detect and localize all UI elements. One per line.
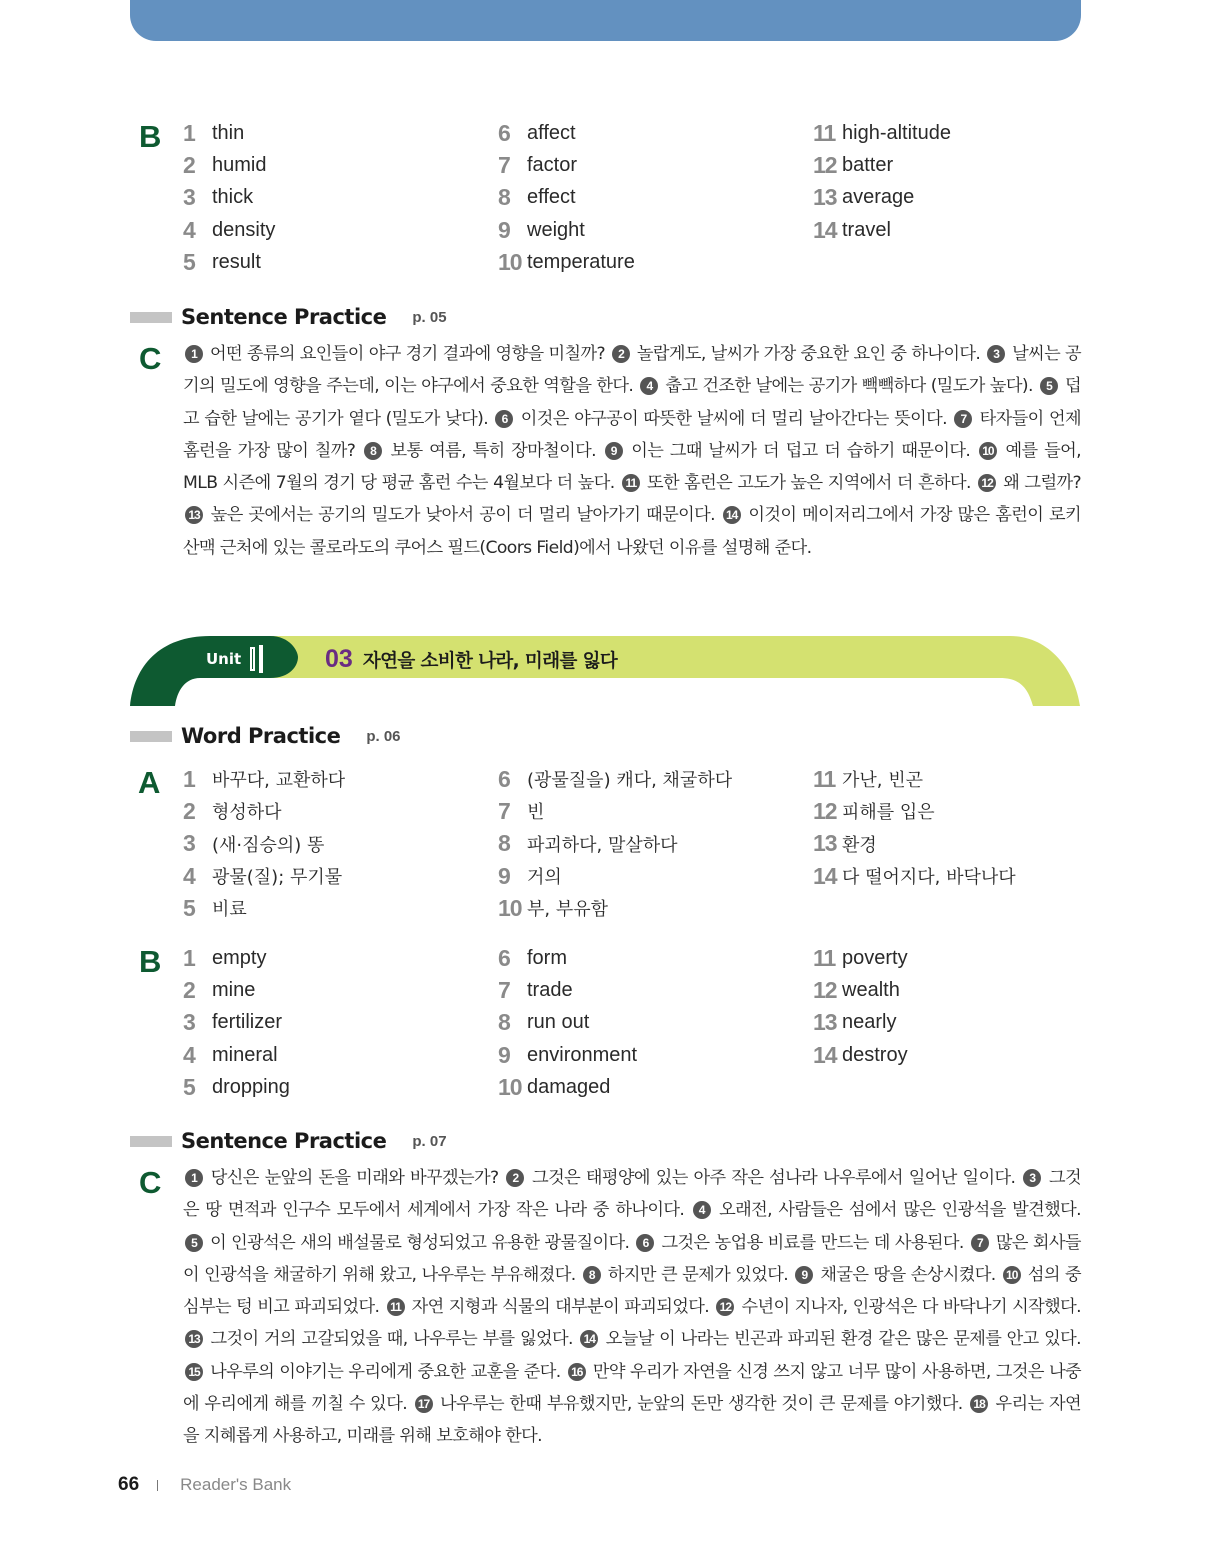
sentence-number-badge: 1	[185, 345, 203, 363]
word-number: 5	[183, 894, 195, 921]
word-item	[183, 795, 345, 827]
word-text: result	[212, 250, 261, 273]
sentence-number-badge: 6	[636, 1234, 654, 1252]
word-list-b-col3	[813, 942, 908, 1071]
sentence-text: 수년이 지나자, 인광석은 다 바닥나기 시작했다.	[741, 1297, 1082, 1318]
sentence-text: 왜 그럴까?	[1003, 473, 1081, 494]
top-banner	[130, 0, 1081, 41]
word-item	[183, 117, 275, 149]
subhead-page-ref: p. 06	[366, 727, 401, 745]
sentence-text: 우리는 자연을 지혜롭게 사용하고, 미래를 위해 보호해야 한다.	[183, 1394, 1081, 1447]
sentence-text: 하지만 큰 문제가 있었다.	[607, 1264, 789, 1285]
sentence-number-badge: 11	[387, 1298, 405, 1316]
word-text: 피해를 입은	[842, 802, 935, 824]
book-title: Reader's Bank	[180, 1475, 292, 1494]
word-text: (새·짐승의) 똥	[212, 834, 325, 856]
sentence-number-badge: 18	[970, 1395, 988, 1413]
word-text: destroy	[842, 1043, 908, 1066]
word-item	[813, 149, 951, 181]
word-text: 빈	[527, 802, 545, 824]
sentence-text: 그것은 땅 면적과 인구수 모두에서 세계에서 가장 작은 나라 중 하나이다.	[183, 1168, 1081, 1221]
word-item	[183, 763, 345, 795]
word-number: 3	[183, 1009, 195, 1036]
word-item	[498, 1071, 637, 1103]
sentence-text: 오래전, 사람들은 섬에서 많은 인광석을 발견했다.	[719, 1200, 1081, 1221]
word-text: 거의	[527, 867, 562, 889]
sentence-number-badge: 5	[185, 1234, 203, 1252]
section-letter-c-prev: C	[139, 341, 162, 376]
sentence-text: 섬의 중심부는 텅 비고 파괴되었다.	[183, 1264, 1081, 1318]
word-item	[498, 795, 732, 827]
sentence-number-badge: 6	[495, 410, 513, 428]
sentence-number-badge: 10	[1003, 1266, 1021, 1284]
sentence-text: 나우루의 이야기는 우리에게 중요한 교훈을 준다.	[210, 1361, 561, 1382]
word-item	[813, 795, 1016, 827]
word-number: 4	[183, 216, 195, 243]
word-text: travel	[842, 218, 891, 241]
sentence-number-badge: 3	[987, 345, 1005, 363]
sentence-number-badge: 11	[622, 474, 640, 492]
subhead-title: Sentence Practice	[181, 1129, 387, 1153]
word-number: 6	[498, 944, 510, 971]
word-text: 가난, 빈곤	[842, 770, 923, 792]
word-text: 부, 부유함	[527, 899, 608, 921]
word-list-prev-b-col3	[813, 117, 951, 246]
sentence-practice-paragraph-prev	[183, 338, 1081, 564]
word-number: 8	[498, 184, 510, 211]
word-item	[813, 117, 951, 149]
sentence-text: 그것은 태평양에 있는 아주 작은 섬나라 나우루에서 일어난 일이다.	[532, 1168, 1016, 1188]
word-item	[183, 1071, 290, 1103]
sentence-number-badge: 1	[185, 1169, 203, 1187]
subhead-bar	[130, 1136, 172, 1147]
word-number: 2	[183, 151, 195, 178]
word-number: 13	[813, 1009, 837, 1036]
word-item	[498, 828, 732, 860]
word-item	[813, 1007, 908, 1039]
word-item	[183, 860, 345, 892]
word-text: 환경	[842, 834, 877, 856]
sentence-number-badge: 13	[185, 1330, 203, 1348]
sentence-number-badge: 12	[716, 1298, 734, 1316]
word-text: weight	[527, 218, 585, 241]
word-number: 13	[813, 830, 837, 857]
word-number: 12	[813, 976, 837, 1003]
section-letter-b-prev: B	[139, 119, 162, 154]
page-footer	[118, 1474, 291, 1496]
unit-header-band	[130, 636, 1081, 706]
unit-number-glyph	[250, 645, 263, 673]
sentence-number-badge: 9	[605, 442, 623, 460]
word-item	[498, 117, 635, 149]
word-item	[498, 892, 732, 924]
word-item	[183, 1007, 290, 1039]
sentence-text: 보통 여름, 특히 장마철이다.	[390, 440, 597, 461]
sentence-text: 예를 들어, MLB 시즌에 7월의 경기 당 평균 홈런 수는 4월보다 더 높다.	[183, 440, 1081, 494]
sentence-text: 또한 홈런은 고도가 높은 지역에서 더 흔하다.	[647, 473, 971, 494]
word-number: 14	[813, 216, 837, 243]
word-list-a-col3	[813, 763, 1016, 892]
word-item	[813, 1039, 908, 1071]
word-text: high-altitude	[842, 121, 951, 144]
section-letter-b: B	[139, 944, 162, 979]
word-number: 1	[183, 119, 195, 146]
word-text: wealth	[842, 978, 900, 1001]
word-text: 형성하다	[212, 802, 282, 824]
word-text: mine	[212, 978, 256, 1001]
subhead-title: Word Practice	[181, 724, 341, 748]
unit-label-group	[206, 645, 263, 673]
sentence-text: 어떤 종류의 요인들이 야구 경기 결과에 영향을 미칠까?	[209, 344, 605, 364]
word-number: 8	[498, 830, 510, 857]
word-text: batter	[842, 153, 894, 176]
word-text: fertilizer	[212, 1011, 283, 1034]
footer-divider	[157, 1480, 158, 1491]
word-item	[498, 974, 637, 1006]
word-text: humid	[212, 153, 267, 176]
unit-label: Unit	[206, 650, 242, 668]
section-letter-c: C	[139, 1165, 162, 1200]
word-text: environment	[527, 1043, 638, 1066]
word-item	[498, 763, 732, 795]
word-item	[183, 892, 345, 924]
word-text: temperature	[527, 250, 635, 273]
word-list-prev-b-col2	[498, 117, 635, 278]
word-item	[183, 214, 275, 246]
sentence-number-badge: 3	[1023, 1169, 1041, 1187]
word-number: 11	[813, 119, 836, 146]
word-number: 13	[813, 184, 837, 211]
word-item	[813, 860, 1016, 892]
sentence-text: 이것이 메이저리그에서 가장 많은 홈런이 로키산맥 근처에 있는 콜로라도의 쿠어스 필드(Coors Field)에서 나왔던 이유를 설명해 준다.	[183, 505, 1081, 558]
subhead-bar	[130, 312, 172, 323]
lesson-title: 자연을 소비한 나라, 미래를 잃다	[362, 650, 618, 672]
sentence-text: 만약 우리가 자연을 신경 쓰지 않고 너무 많이 사용하면, 그것은 나중에 우리에게 해를 끼칠 수 있다.	[183, 1361, 1081, 1415]
word-text: thick	[212, 186, 254, 209]
word-number: 6	[498, 119, 510, 146]
sentence-number-badge: 7	[954, 410, 972, 428]
word-number: 5	[183, 1073, 195, 1100]
sentence-number-badge: 17	[415, 1395, 433, 1413]
sentence-number-badge: 14	[580, 1330, 598, 1348]
word-item	[498, 1007, 637, 1039]
sentence-text: 높은 곳에서는 공기의 밀도가 낮아서 공이 더 멀리 날아가기 때문이다.	[210, 505, 715, 526]
word-item	[498, 214, 635, 246]
word-number: 11	[813, 944, 836, 971]
sentence-text: 그것은 농업용 비료를 만드는 데 사용된다.	[661, 1232, 964, 1253]
word-number: 9	[498, 1041, 510, 1068]
sentence-practice-paragraph	[183, 1162, 1081, 1453]
word-number: 7	[498, 151, 510, 178]
word-number: 1	[183, 944, 195, 971]
word-text: effect	[527, 186, 576, 209]
word-number: 3	[183, 184, 195, 211]
page-number: 66	[118, 1474, 140, 1495]
sentence-number-badge: 4	[693, 1201, 711, 1219]
word-text: trade	[527, 978, 573, 1001]
subhead-page-ref: p. 07	[412, 1132, 447, 1150]
word-number: 3	[183, 830, 195, 857]
word-item	[183, 828, 345, 860]
sentence-number-badge: 16	[568, 1363, 586, 1381]
subhead-bar	[130, 731, 172, 742]
sentence-number-badge: 8	[583, 1266, 601, 1284]
word-item	[183, 182, 275, 214]
subhead-sentence-practice-prev	[130, 305, 447, 329]
word-item	[813, 763, 1016, 795]
word-number: 9	[498, 862, 510, 889]
word-list-b-col1	[183, 942, 290, 1103]
sentence-number-badge: 2	[612, 345, 630, 363]
sentence-number-badge: 15	[185, 1363, 203, 1381]
word-item	[183, 149, 275, 181]
word-number: 10	[498, 248, 522, 275]
sentence-text: 춥고 건조한 날에는 공기가 빽빽하다 (밀도가 높다).	[665, 376, 1033, 397]
subhead-sentence-practice	[130, 1129, 447, 1153]
word-number: 2	[183, 797, 195, 824]
word-text: empty	[212, 946, 267, 969]
word-text: nearly	[842, 1011, 897, 1034]
word-text: 광물(질); 무기물	[212, 867, 343, 889]
sentence-text: 이는 그때 날씨가 더 덥고 더 습하기 때문이다.	[631, 440, 971, 461]
sentence-text: 덥고 습한 날에는 공기가 옅다 (밀도가 낮다).	[183, 376, 1081, 429]
sentence-text: 자연 지형과 식물의 대부분이 파괴되었다.	[411, 1297, 710, 1318]
word-number: 2	[183, 976, 195, 1003]
word-text: form	[527, 946, 567, 969]
word-text: damaged	[527, 1075, 611, 1098]
word-text: 비료	[212, 899, 247, 921]
sentence-number-badge: 5	[1040, 377, 1058, 395]
sentence-number-badge: 7	[971, 1234, 989, 1252]
word-item	[813, 942, 908, 974]
sentence-number-badge: 4	[640, 377, 658, 395]
word-item	[183, 942, 290, 974]
sentence-text: 날씨는 공기의 밀도에 영향을 주는데, 이는 야구에서 중요한 역할을 한다.	[183, 344, 1082, 397]
sentence-text: 타자들이 언제 홈런을 가장 많이 칠까?	[183, 408, 1081, 461]
word-item	[498, 860, 732, 892]
word-number: 6	[498, 765, 510, 792]
word-text: poverty	[842, 946, 908, 969]
word-item	[183, 1039, 290, 1071]
word-number: 12	[813, 151, 837, 178]
sentence-text: 나우루는 한때 부유했지만, 눈앞의 돈만 생각한 것이 큰 문제를 야기했다.	[439, 1394, 963, 1415]
sentence-text: 오늘날 이 나라는 빈곤과 파괴된 환경 같은 많은 문제를 안고 있다.	[605, 1329, 1081, 1350]
word-item	[813, 182, 951, 214]
lesson-title-group	[325, 645, 617, 674]
word-number: 14	[813, 1041, 837, 1068]
word-list-b-col2	[498, 942, 637, 1103]
word-number: 12	[813, 797, 837, 824]
word-list-a-col2	[498, 763, 732, 924]
sentence-text: 이 인광석은 새의 배설물로 형성되었고 유용한 광물질이다.	[210, 1232, 630, 1253]
sentence-text: 당신은 눈앞의 돈을 미래와 바꾸겠는가?	[210, 1168, 499, 1188]
word-number: 7	[498, 976, 510, 1003]
section-letter-a: A	[138, 765, 161, 800]
subhead-word-practice	[130, 724, 401, 748]
sentence-text: 놀랍게도, 날씨가 가장 중요한 요인 중 하나이다.	[636, 344, 981, 364]
word-number: 14	[813, 862, 837, 889]
word-item	[813, 974, 908, 1006]
word-text: thin	[212, 121, 245, 144]
word-text: affect	[527, 121, 576, 144]
word-text: mineral	[212, 1043, 278, 1066]
sentence-text: 이것은 야구공이 따뜻한 날씨에 더 멀리 날아간다는 뜻이다.	[520, 408, 947, 429]
subhead-page-ref: p. 05	[412, 308, 447, 326]
sentence-number-badge: 10	[979, 442, 997, 460]
word-number: 5	[183, 248, 195, 275]
word-text: 파괴하다, 말살하다	[527, 834, 678, 856]
word-text: 다 떨어지다, 바닥나다	[842, 867, 1016, 889]
word-item	[498, 182, 635, 214]
word-text: dropping	[212, 1075, 290, 1098]
subhead-title: Sentence Practice	[181, 305, 387, 329]
sentence-number-badge: 8	[364, 442, 382, 460]
word-item	[498, 942, 637, 974]
sentence-number-badge: 12	[978, 474, 996, 492]
word-item	[498, 149, 635, 181]
word-item	[813, 828, 1016, 860]
word-item	[183, 974, 290, 1006]
word-text: 바꾸다, 교환하다	[212, 770, 346, 792]
word-number: 10	[498, 894, 522, 921]
lesson-number: 03	[325, 645, 353, 673]
sentence-text: 많은 회사들이 인광석을 채굴하기 위해 왔고, 나우루는 부유해졌다.	[183, 1232, 1081, 1285]
sentence-text: 그것이 거의 고갈되었을 때, 나우루는 부를 잃었다.	[210, 1329, 573, 1350]
sentence-text: 채굴은 땅을 손상시켰다.	[820, 1264, 996, 1285]
word-number: 4	[183, 1041, 195, 1068]
sentence-number-badge: 9	[795, 1266, 813, 1284]
word-number: 11	[813, 765, 836, 792]
word-text: (광물질을) 캐다, 채굴하다	[527, 770, 733, 792]
word-item	[813, 214, 951, 246]
word-number: 1	[183, 765, 195, 792]
word-text: density	[212, 218, 276, 241]
word-number: 9	[498, 216, 510, 243]
word-text: run out	[527, 1011, 590, 1034]
word-item	[183, 246, 275, 278]
word-item	[498, 246, 635, 278]
word-text: factor	[527, 153, 578, 176]
sentence-number-badge: 14	[723, 506, 741, 524]
word-item	[498, 1039, 637, 1071]
sentence-number-badge: 2	[506, 1169, 524, 1187]
sentence-number-badge: 13	[185, 506, 203, 524]
word-number: 10	[498, 1073, 522, 1100]
word-number: 8	[498, 1009, 510, 1036]
word-number: 4	[183, 862, 195, 889]
word-list-a-col1	[183, 763, 345, 924]
word-list-prev-b-col1	[183, 117, 275, 278]
word-number: 7	[498, 797, 510, 824]
word-text: average	[842, 186, 915, 209]
